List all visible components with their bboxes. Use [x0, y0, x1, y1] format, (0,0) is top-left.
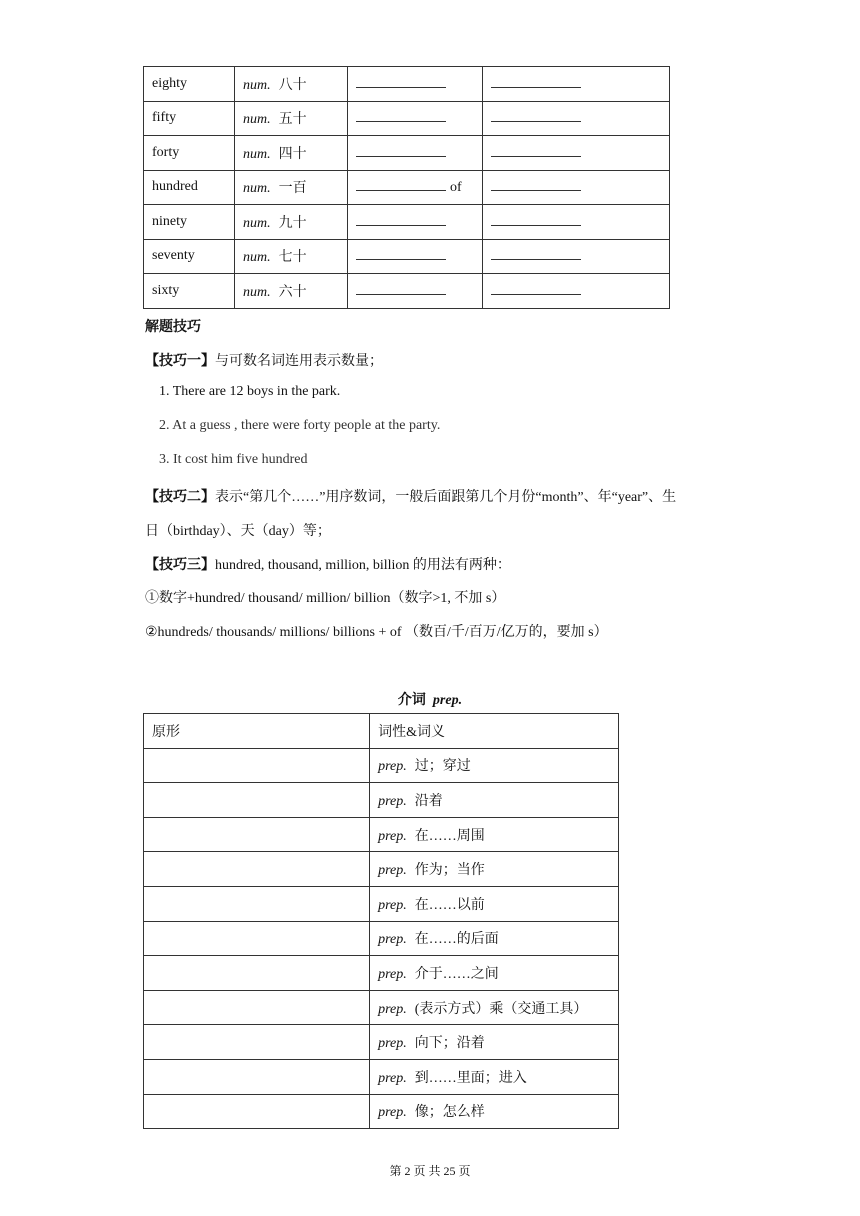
tip-1-text: 与可数名词连用表示数量； — [215, 354, 383, 369]
table-row — [144, 1059, 619, 1094]
answer-blank-cell[interactable] — [348, 205, 483, 240]
pos-label: prep. — [378, 1070, 407, 1086]
table-row — [144, 101, 670, 136]
base-form-blank-cell[interactable] — [144, 921, 370, 956]
pos-meaning-cell — [235, 239, 348, 274]
usage-2: ②hundreds/ thousands/ millions/ billions + of （数百/千/百万/亿万的，要加 s） — [145, 625, 608, 640]
answer-blank-cell[interactable] — [348, 170, 483, 205]
table-row — [144, 783, 619, 818]
table-row — [144, 67, 670, 102]
answer-blank[interactable] — [356, 282, 446, 295]
table-row — [144, 990, 619, 1025]
answer-blank-cell[interactable] — [483, 67, 670, 102]
answer-blank-cell[interactable] — [483, 239, 670, 274]
pos-label: num. — [243, 146, 271, 162]
pos-label: prep. — [378, 863, 407, 879]
meaning-label: 在……以前 — [414, 897, 485, 913]
base-form-blank-cell[interactable] — [144, 1094, 370, 1129]
prep-caption-en: prep. — [432, 693, 463, 708]
numeral-table — [143, 66, 670, 309]
table-row — [144, 921, 619, 956]
pos-label: num. — [243, 77, 271, 93]
answer-blank-cell[interactable] — [348, 101, 483, 136]
pos-label: num. — [243, 112, 271, 128]
tip-3 — [145, 554, 511, 574]
pos-meaning-cell — [370, 1094, 619, 1129]
table-row — [144, 956, 619, 991]
answer-blank-cell[interactable] — [483, 101, 670, 136]
pos-label: prep. — [378, 932, 407, 948]
meaning-label: 沿着 — [414, 793, 443, 809]
prep-table — [143, 713, 619, 1129]
answer-blank-cell[interactable] — [348, 239, 483, 274]
answer-blank[interactable] — [491, 247, 581, 260]
table-row — [144, 748, 619, 783]
example-2: 2. At a guess , there were forty people at the party. — [159, 418, 441, 433]
pos-meaning-cell — [370, 990, 619, 1025]
table-row — [144, 886, 619, 921]
base-form-blank-cell[interactable] — [144, 956, 370, 991]
word-cell: fifty — [144, 101, 235, 136]
answer-blank[interactable] — [491, 178, 581, 191]
tip-3-label: 【技巧三】 — [145, 558, 215, 573]
prep-caption-cn: 介词 — [397, 693, 426, 708]
meaning-label: 像；怎么样 — [414, 1105, 485, 1121]
pos-label: prep. — [378, 1001, 407, 1017]
tips-title: 解题技巧 — [145, 320, 201, 335]
meaning-label: (表示方式）乘（交通工具） — [414, 1001, 588, 1017]
pos-label: prep. — [378, 793, 407, 809]
pos-meaning-cell — [370, 1025, 619, 1060]
answer-blank-cell[interactable] — [348, 136, 483, 171]
answer-blank-cell[interactable] — [483, 170, 670, 205]
base-form-blank-cell[interactable] — [144, 990, 370, 1025]
tip-3-text: hundred, thousand, million, billion 的用法有两种： — [215, 558, 511, 573]
tip-2-continued: 日（birthday）、天（day）等； — [145, 524, 331, 539]
answer-blank[interactable] — [491, 75, 581, 88]
pos-meaning-cell — [235, 170, 348, 205]
answer-blank[interactable] — [491, 144, 581, 157]
pos-label: num. — [243, 284, 271, 300]
pos-meaning-cell — [235, 136, 348, 171]
meaning-label: 作为；当作 — [414, 863, 485, 879]
pos-label: prep. — [378, 897, 407, 913]
meaning-label: 到……里面；进入 — [414, 1070, 527, 1086]
answer-blank-cell[interactable] — [348, 274, 483, 309]
example-3: 3. It cost him five hundred — [159, 452, 308, 467]
meaning-label: 向下；沿着 — [414, 1036, 485, 1052]
pos-label: prep. — [378, 1105, 407, 1121]
meaning-label: 在……的后面 — [414, 932, 499, 948]
meaning-label: 八十 — [278, 77, 307, 93]
answer-blank[interactable] — [356, 213, 446, 226]
base-form-blank-cell[interactable] — [144, 748, 370, 783]
table-row — [144, 205, 670, 240]
pos-label: prep. — [378, 828, 407, 844]
base-form-blank-cell[interactable] — [144, 783, 370, 818]
pos-label: num. — [243, 250, 271, 266]
base-form-blank-cell[interactable] — [144, 1025, 370, 1060]
base-form-blank-cell[interactable] — [144, 1059, 370, 1094]
meaning-label: 介于……之间 — [414, 966, 499, 982]
answer-blank-cell[interactable] — [348, 67, 483, 102]
header-base-form: 原形 — [144, 714, 370, 749]
meaning-label: 在……周围 — [414, 828, 485, 844]
tip-2-label: 【技巧二】 — [145, 490, 215, 505]
usage-1: ①数字+hundred/ thousand/ million/ billion（数字>1, 不加 s） — [145, 591, 506, 606]
tip-1-label: 【技巧一】 — [145, 354, 215, 369]
meaning-label: 五十 — [278, 112, 307, 128]
answer-blank-cell[interactable] — [483, 205, 670, 240]
tip-2 — [145, 486, 676, 506]
answer-blank-cell[interactable] — [483, 136, 670, 171]
answer-blank[interactable] — [491, 282, 581, 295]
table-row — [144, 852, 619, 887]
tip-2-text: 表示“第几个……”用序数词，一般后面跟第几个月份“month”、年“year”、生 — [215, 490, 677, 505]
word-cell: forty — [144, 136, 235, 171]
table-row — [144, 817, 619, 852]
base-form-blank-cell[interactable] — [144, 817, 370, 852]
answer-blank[interactable] — [356, 109, 446, 122]
word-cell: ninety — [144, 205, 235, 240]
answer-blank[interactable] — [356, 144, 446, 157]
pos-meaning-cell — [370, 956, 619, 991]
answer-blank[interactable] — [356, 178, 446, 191]
answer-blank[interactable] — [491, 109, 581, 122]
prep-header-row — [144, 714, 619, 749]
blank-suffix: of — [450, 180, 462, 196]
table-row — [144, 170, 670, 205]
table-row — [144, 274, 670, 309]
word-cell: eighty — [144, 67, 235, 102]
table-row — [144, 239, 670, 274]
table-row — [144, 136, 670, 171]
meaning-label: 六十 — [278, 284, 307, 300]
pos-meaning-cell — [370, 748, 619, 783]
pos-meaning-cell — [235, 101, 348, 136]
pos-label: num. — [243, 181, 271, 197]
page-footer: 第 2 页 共 25 页 — [389, 1164, 471, 1178]
pos-meaning-cell — [235, 67, 348, 102]
answer-blank-cell[interactable] — [483, 274, 670, 309]
pos-label: prep. — [378, 966, 407, 982]
meaning-label: 一百 — [278, 181, 307, 197]
word-cell: sixty — [144, 274, 235, 309]
meaning-label: 过；穿过 — [414, 759, 471, 775]
pos-label: prep. — [378, 759, 407, 775]
base-form-blank-cell[interactable] — [144, 886, 370, 921]
base-form-blank-cell[interactable] — [144, 852, 370, 887]
pos-meaning-cell — [235, 205, 348, 240]
pos-meaning-cell — [370, 817, 619, 852]
meaning-label: 四十 — [278, 146, 307, 162]
example-1: 1. There are 12 boys in the park. — [159, 384, 341, 399]
pos-meaning-cell — [370, 921, 619, 956]
answer-blank[interactable] — [356, 75, 446, 88]
pos-meaning-cell — [235, 274, 348, 309]
prep-caption — [0, 689, 860, 709]
pos-meaning-cell — [370, 852, 619, 887]
meaning-label: 七十 — [278, 250, 307, 266]
pos-label: num. — [243, 215, 271, 231]
answer-blank[interactable] — [491, 213, 581, 226]
table-row — [144, 1094, 619, 1129]
pos-meaning-cell — [370, 1059, 619, 1094]
answer-blank[interactable] — [356, 247, 446, 260]
word-cell: seventy — [144, 239, 235, 274]
table-row — [144, 1025, 619, 1060]
tip-1 — [145, 350, 383, 370]
pos-meaning-cell — [370, 783, 619, 818]
pos-meaning-cell — [370, 886, 619, 921]
pos-label: prep. — [378, 1036, 407, 1052]
meaning-label: 九十 — [278, 215, 307, 231]
header-pos-meaning: 词性&词义 — [370, 714, 619, 749]
word-cell: hundred — [144, 170, 235, 205]
